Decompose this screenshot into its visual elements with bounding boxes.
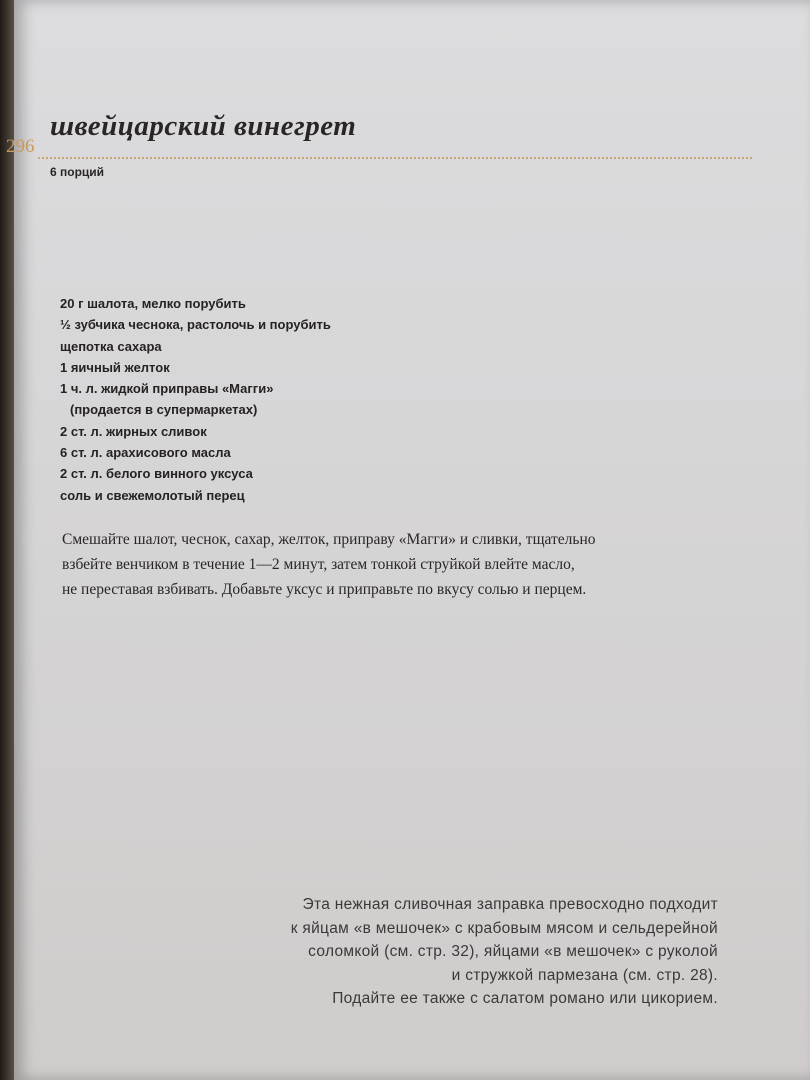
note-line: Эта нежная сливочная заправка превосходно подходит — [302, 896, 718, 913]
book-binding-edge — [0, 0, 14, 1080]
portions-label: 6 порций — [50, 165, 105, 179]
ingredients-list — [60, 293, 331, 506]
ingredient-item: 6 ст. л. арахисового масла — [60, 445, 231, 461]
ingredient-item: соль и свежемолотый перец — [60, 487, 245, 503]
ingredient-item: ½ зубчика чеснока, растолочь и порубить — [60, 317, 331, 333]
note-line: Подайте ее также с салатом романо или цикорием. — [332, 990, 718, 1007]
note-line: соломкой (см. стр. 32), яйцами «в мешочек» с руколой — [308, 943, 718, 960]
ingredient-item: 1 яичный желток — [60, 359, 170, 375]
note-line: и стружкой пармезана (см. стр. 28). — [451, 966, 718, 984]
ingredient-item: 1 ч. л. жидкой приправы «Магги» — [60, 381, 274, 397]
page-number: 296 — [6, 136, 35, 157]
ingredient-item: 2 ст. л. белого винного уксуса — [60, 466, 253, 482]
method-line: взбейте венчиком в течение 1—2 минут, затем тонкой струйкой влейте масло, — [62, 556, 575, 573]
note-line: к яйцам «в мешочек» с крабовым мясом и сельдерейной — [290, 919, 718, 937]
ingredient-item-note: (продается в супермаркетах) — [70, 402, 258, 418]
method-line: не переставая взбивать. Добавьте уксус и приправьте по вкусу солью и перцем. — [62, 581, 587, 598]
ingredient-item: 20 г шалота, мелко порубить — [60, 296, 246, 311]
ingredient-item: 2 ст. л. жирных сливок — [60, 423, 207, 439]
ingredient-item: щепотка сахара — [60, 338, 162, 354]
serving-note — [158, 893, 718, 1011]
title-divider — [38, 157, 752, 159]
method-paragraph — [62, 527, 712, 602]
method-line: Смешайте шалот, чеснок, сахар, желток, приправу «Магги» и сливки, тщательно — [62, 531, 596, 548]
recipe-title: швейцарский винегрет — [50, 110, 357, 142]
